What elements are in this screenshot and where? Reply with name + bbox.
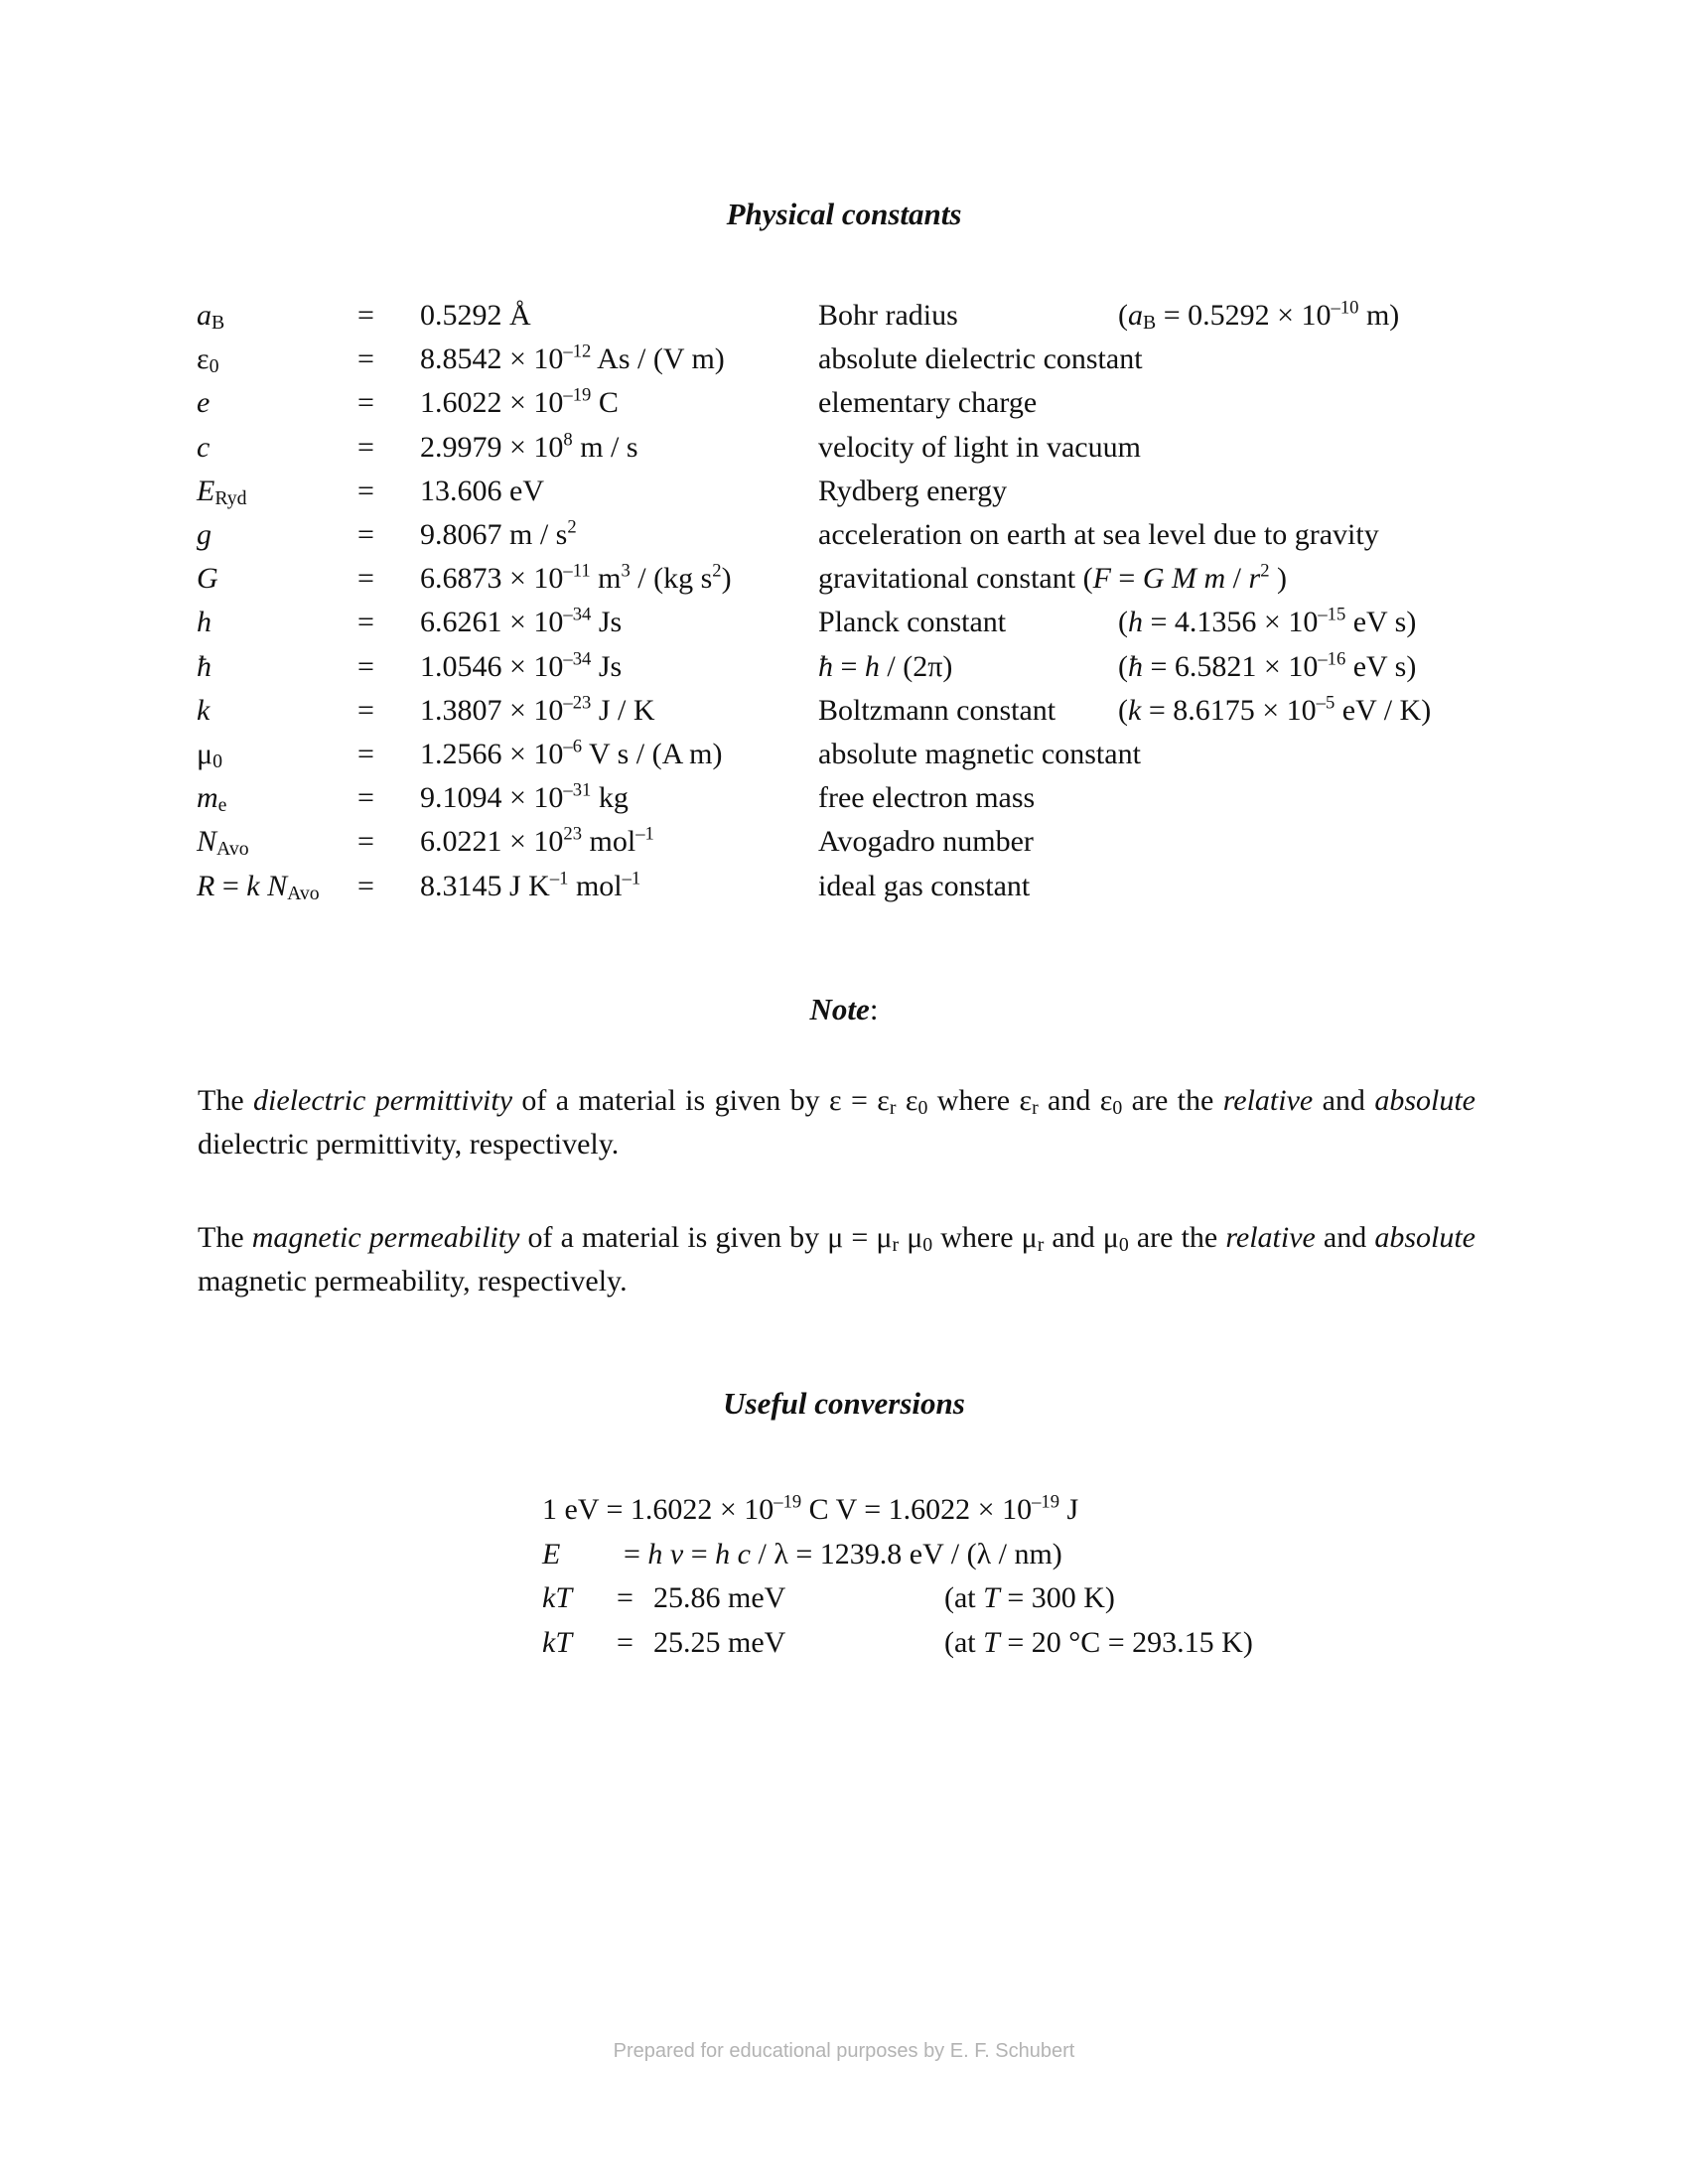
constant-value: 0.5292 Å bbox=[420, 299, 531, 332]
constant-row bbox=[0, 813, 1688, 861]
constant-value: 8.3145 J $K^{-1}$ mol$^{-1}$ bbox=[420, 868, 641, 902]
constant-symbol: $m_e$ bbox=[197, 781, 227, 817]
constant-symbol: G bbox=[197, 562, 218, 596]
constant-alt-value: ($h = 4.1356 \times 10^{-15}$ eV s) bbox=[1118, 604, 1417, 639]
equals-sign: = bbox=[357, 606, 374, 639]
conversion-lhs: 1 eV = $1.6022 \times 10^{-19}$ C $V = 1.6022 \times 10^{-19}$ J bbox=[542, 1491, 1079, 1526]
constant-description: acceleration on earth at sea level due to gravity bbox=[818, 518, 1379, 551]
note-title: Note bbox=[809, 992, 870, 1026]
equals-sign: = bbox=[357, 825, 374, 859]
conversion-lhs: kT bbox=[542, 1581, 572, 1614]
physical-constants-title: Physical constants bbox=[726, 197, 962, 231]
constant-description: elementary charge bbox=[818, 386, 1038, 420]
constant-symbol: $N_{Avo}$ bbox=[197, 825, 249, 861]
equals-sign: = bbox=[617, 1625, 633, 1659]
constant-description: Boltzmann constant bbox=[818, 693, 1056, 727]
constant-description: absolute dielectric constant bbox=[818, 342, 1143, 376]
equals-sign: = bbox=[357, 649, 374, 683]
conversion-lhs: kT bbox=[542, 1625, 572, 1659]
constant-symbol: g bbox=[197, 518, 211, 551]
constant-symbol: e bbox=[197, 386, 211, 420]
conversion-value: = h ν = h c / λ = 1239.8 eV / (λ / nm) bbox=[624, 1537, 1062, 1570]
note-heading bbox=[0, 994, 1688, 1024]
equals-sign: = bbox=[357, 430, 374, 464]
equals-sign: = bbox=[357, 869, 374, 902]
equals-sign: = bbox=[357, 781, 374, 815]
conversion-row bbox=[0, 1614, 1688, 1658]
constant-symbol: $\varepsilon_0$ bbox=[197, 342, 219, 378]
constant-value: $1.3807 \times 10^{-23}$ J / K bbox=[420, 692, 655, 727]
conversion-condition: (at T = 20 °C = 293.15 K) bbox=[944, 1625, 1253, 1659]
constant-description: free electron mass bbox=[818, 781, 1036, 815]
constant-value: $6.6873 \times 10^{-11}$ $m^3 / (kg$ $s^2$) bbox=[420, 560, 732, 596]
constant-symbol: k bbox=[197, 693, 211, 727]
constant-symbol: $E_{Ryd}$ bbox=[197, 474, 247, 509]
constant-row bbox=[0, 769, 1688, 817]
constant-value: $1.0546 \times 10^{-34}$ Js bbox=[420, 648, 623, 683]
constant-row bbox=[0, 550, 1688, 594]
equals-sign: = bbox=[357, 693, 374, 727]
constant-alt-value: ($k = 8.6175 \times 10^{-5}$ eV / K) bbox=[1118, 692, 1432, 727]
equals-sign: = bbox=[357, 386, 374, 420]
constant-value: $1.2566 \times 10^{-6}$ V s / (A m) bbox=[420, 736, 723, 770]
constant-row bbox=[0, 287, 1688, 334]
constant-alt-value: ($a_B = 0.5292 \times 10^{-10}$ m) bbox=[1118, 297, 1400, 334]
footer-credit: Prepared for educational purposes by E. F. Schubert bbox=[613, 2040, 1075, 2062]
constant-row bbox=[0, 594, 1688, 637]
constant-description: Avogadro number bbox=[818, 825, 1034, 859]
useful-conversions-title: Useful conversions bbox=[723, 1386, 965, 1421]
constant-row bbox=[0, 506, 1688, 550]
constant-value: $6.0221 \times 10^{23}$ mol$^{-1}$ bbox=[420, 823, 654, 859]
constant-alt-value: (ħ = $6.5821 \times 10^{-16}$ eV s) bbox=[1118, 648, 1417, 683]
note-title-colon: : bbox=[869, 992, 879, 1026]
constant-symbol: $a_B$ bbox=[197, 299, 225, 334]
constant-row bbox=[0, 682, 1688, 726]
constant-value: $2.9979 \times 10^8$ m / s bbox=[420, 429, 638, 464]
equals-sign: = bbox=[357, 342, 374, 376]
constant-value: $1.6022 \times 10^{-19}$ C bbox=[420, 384, 619, 420]
constant-symbol: ħ bbox=[197, 649, 211, 683]
equals-sign: = bbox=[357, 562, 374, 596]
constant-row bbox=[0, 726, 1688, 772]
equals-sign: = bbox=[617, 1581, 633, 1614]
constant-description: ħ = h / (2π) bbox=[818, 649, 953, 683]
constant-description: Bohr radius bbox=[818, 299, 958, 332]
equals-sign: = bbox=[357, 518, 374, 551]
conversion-row bbox=[0, 1481, 1688, 1525]
conversion-value: 25.25 meV bbox=[653, 1625, 786, 1659]
constant-value: $6.6261 \times 10^{-34}$ Js bbox=[420, 604, 623, 639]
conversion-value: 25.86 meV bbox=[653, 1581, 786, 1614]
constant-value: 13.606 eV bbox=[420, 474, 544, 507]
equals-sign: = bbox=[357, 299, 374, 332]
note-paragraph-magnetic: The magnetic permeability of a material is given by $\mu = \mu_r$ $\mu_0$ where $\mu_r$ and $\mu_0$ are the relative and absolute magnetic permeability, respectively. bbox=[198, 1221, 1476, 1297]
constant-value: 9.8067 m / $s^2$ bbox=[420, 516, 577, 551]
constant-description: velocity of light in vacuum bbox=[818, 430, 1141, 464]
equals-sign: = bbox=[357, 474, 374, 507]
constant-symbol: h bbox=[197, 606, 211, 639]
conversion-lhs: E bbox=[542, 1537, 561, 1570]
constant-description: gravitational constant (F = G M m / $r^2$ ) bbox=[818, 560, 1287, 596]
conversion-row bbox=[0, 1526, 1688, 1570]
constant-symbol: R = k $N_{Avo}$ bbox=[197, 869, 320, 904]
constant-row bbox=[0, 463, 1688, 509]
constant-row bbox=[0, 419, 1688, 463]
constant-value: $8.8542 \times 10^{-12}$ As / (V m) bbox=[420, 341, 725, 376]
constant-description: Planck constant bbox=[818, 606, 1007, 639]
constant-symbol: c bbox=[197, 430, 211, 464]
constant-description: Rydberg energy bbox=[818, 474, 1008, 507]
constant-description: ideal gas constant bbox=[818, 869, 1031, 902]
conversion-condition: (at T = 300 K) bbox=[944, 1581, 1115, 1614]
constant-row bbox=[0, 374, 1688, 418]
constant-value: $9.1094 \times 10^{-31}$ kg bbox=[420, 779, 629, 815]
constant-row bbox=[0, 331, 1688, 378]
equals-sign: = bbox=[357, 738, 374, 770]
constant-description: absolute magnetic constant bbox=[818, 738, 1141, 770]
conversion-row bbox=[0, 1570, 1688, 1613]
constant-row bbox=[0, 858, 1688, 904]
constant-row bbox=[0, 638, 1688, 682]
note-paragraph-dielectric: The dielectric permittivity of a material is given by $\varepsilon = \varepsilon_r$ $\varepsilon_0$ where $\varepsilon_r$ and $\varepsilon_0$ are the relative and absolute dielectric permittivity, respectively. bbox=[198, 1084, 1476, 1160]
constant-symbol: $\mu_0$ bbox=[197, 738, 222, 772]
